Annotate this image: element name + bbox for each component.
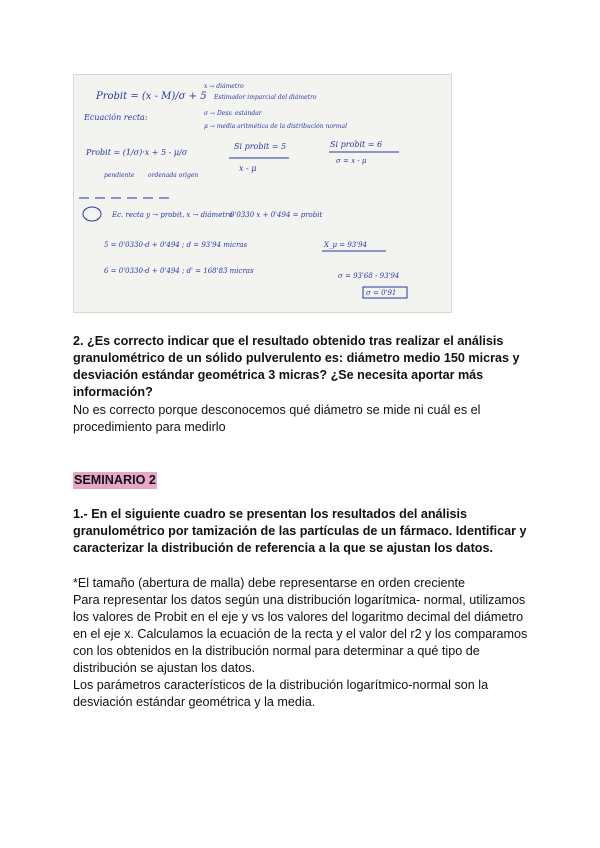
note-line: Si probit = 5 — [234, 142, 287, 151]
note-line: 5 = 0'0330·d + 0'494 ; d = 93'94 micras — [104, 241, 248, 249]
note-line: 6 = 0'0330·d + 0'494 ; d' = 168'83 micras — [104, 267, 254, 275]
question-1-note: *El tamaño (abertura de malla) debe representarse en orden creciente — [73, 576, 466, 590]
note-line: Probit = (x - M)/σ + 5 — [96, 91, 207, 102]
note-line: σ = 93'68 - 93'94 — [338, 272, 400, 280]
note-line: Si probit = 6 — [330, 140, 383, 149]
note-line: Probit = (1/σ)·x + 5 - μ/σ — [86, 148, 188, 157]
handwritten-notes-photo — [73, 74, 452, 313]
note-line: x - μ — [239, 164, 257, 173]
note-line: Ecuación recta: — [84, 113, 148, 122]
seminar-heading: SEMINARIO 2 — [74, 473, 156, 487]
question-1-paragraph-2: Los parámetros característicos de la distribución logarítmico-normal son la desviación estándar geométrica y la media. — [73, 678, 489, 709]
question-1-body — [73, 575, 533, 711]
note-line: σ → Desv. estándar — [204, 110, 262, 117]
question-1-title: 1.- En el siguiente cuadro se presentan los resultados del análisis granulométrico por tamización de las partículas de un fármaco. Identificar y caracterizar la distribución de referencia a la que se ajustan los datos. — [73, 507, 527, 555]
note-line: Estimador imparcial del diámetro — [214, 94, 317, 101]
question-2-answer: No es correcto porque desconocemos qué diámetro se mide ni cuál es el procedimiento para medirlo — [73, 403, 481, 434]
question-1-paragraph-1: Para representar los datos según una distribución logarítmica- normal, utilizamos los valores de Probit en el eje y vs los valores del logaritmo decimal del diámetro en el eje x. Calculamos la ecuación de la recta y el valor del r2 y los comparamos con los obtenidos en la distribución normal para determinar a qué tipo de distribución se ajustan los datos. — [73, 593, 528, 675]
note-line: σ = 0'91 — [366, 289, 397, 297]
note-line: μ → media aritmética de la distribución normal — [204, 123, 348, 130]
question-2-title: 2. ¿Es correcto indicar que el resultado obtenido tras realizar el análisis granulométrico de un sólido pulverulento es: diámetro medio 150 micras y desviación estándar geométrica 3 micras? ¿Se necesita aportar más información? — [73, 334, 520, 399]
handwritten-notes-drawing — [74, 75, 451, 312]
note-line: Ec. recta y → probit, x → diámetro — [112, 211, 233, 219]
note-line: X_μ = 93'94 — [324, 241, 368, 249]
note-line: ordenada origen — [148, 172, 199, 179]
note-line: 0'0330 x + 0'494 = probit — [230, 211, 323, 219]
note-line: pendiente — [104, 172, 135, 179]
note-line: x → diámetro — [204, 83, 244, 90]
note-line: σ = x - μ — [336, 157, 367, 165]
